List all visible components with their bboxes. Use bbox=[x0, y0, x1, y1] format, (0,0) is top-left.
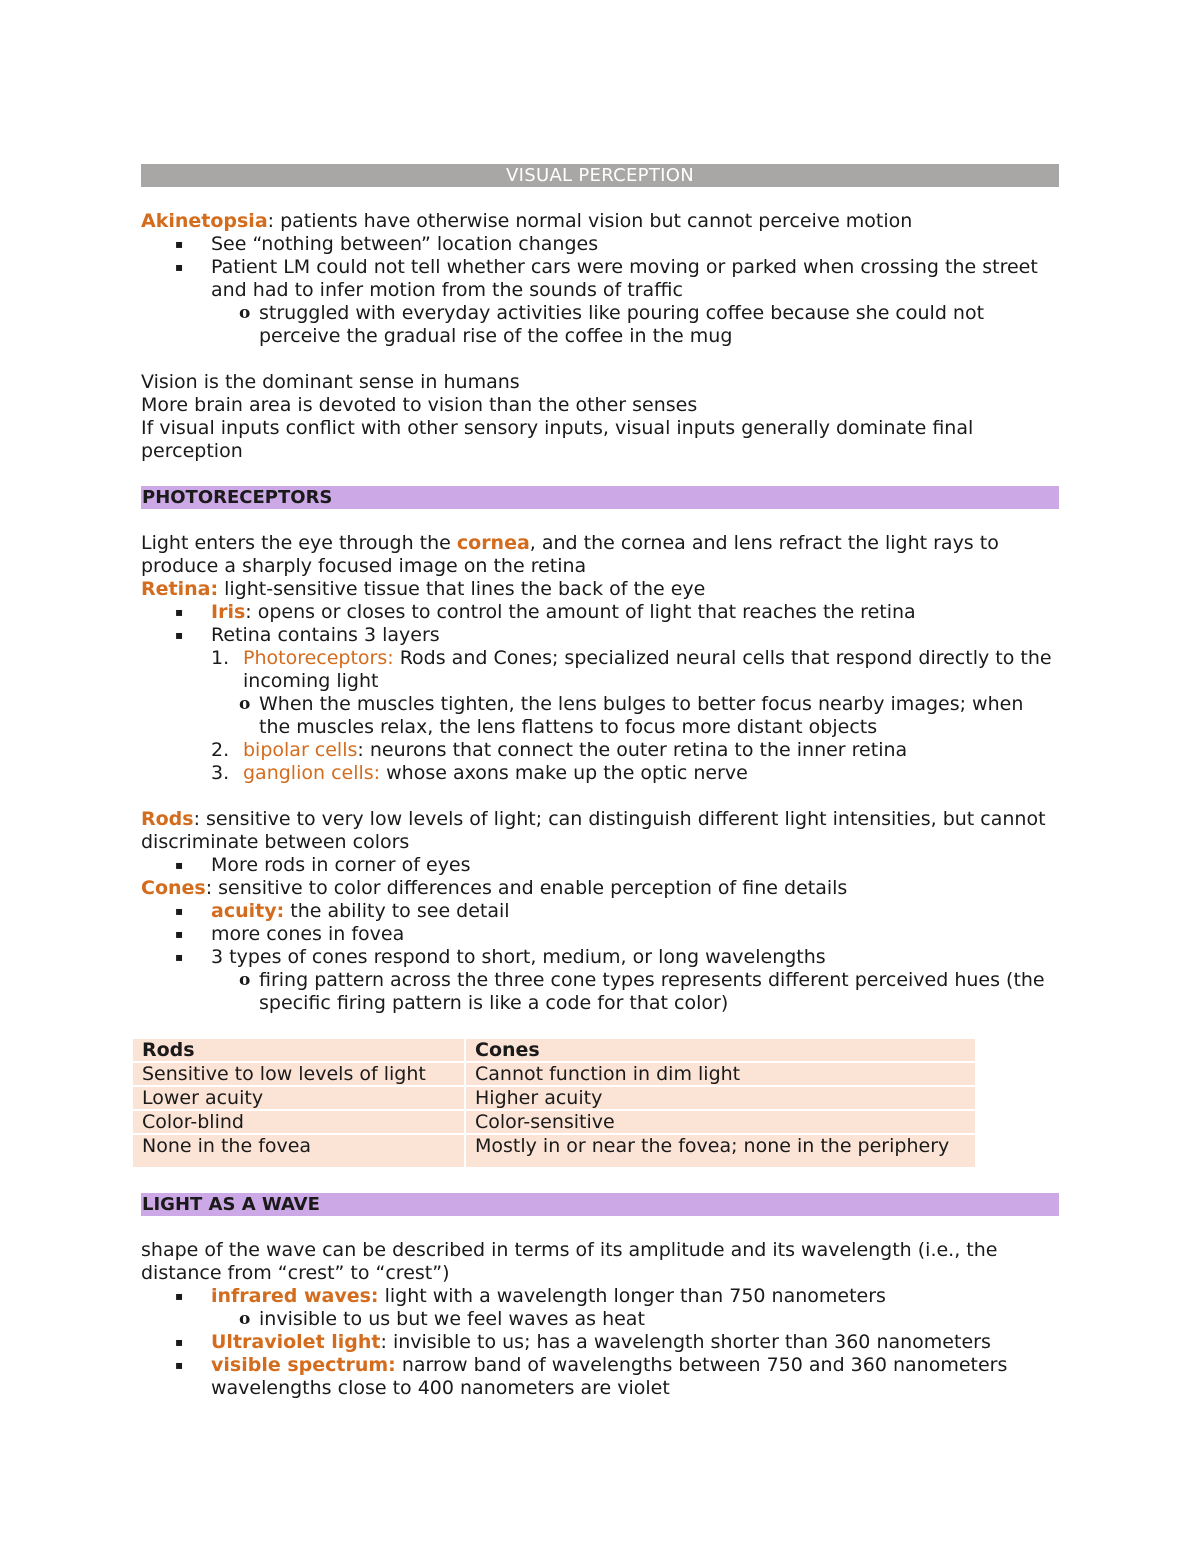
sub-list-item: o firing pattern across the three cone types represents different perceived hues (the specific firing pattern is like a code for that color) bbox=[141, 969, 1059, 1015]
retina-layers-list bbox=[141, 647, 1059, 785]
term-ganglion-cells: ganglion cells: bbox=[243, 762, 381, 784]
list-item: ▪ Iris: opens or closes to control the amount of light that reaches the retina bbox=[141, 601, 1059, 624]
akinetopsia-list bbox=[141, 233, 1059, 348]
numbered-item: 2. bipolar cells: neurons that connect the outer retina to the inner retina bbox=[211, 739, 908, 761]
vision-line-3: If visual inputs conflict with other sensory inputs, visual inputs generally dominate final perception bbox=[141, 417, 974, 462]
akinetopsia-definition: Akinetopsia: patients have otherwise normal vision but cannot perceive motion bbox=[141, 210, 913, 232]
sub-list-item: o When the muscles tighten, the lens bulges to better focus nearby images; when the muscles relax, the lens flattens to focus more distant objects bbox=[141, 693, 1059, 739]
list-item: ▪ Patient LM could not tell whether cars were moving or parked when crossing the street and had to infer motion from the sounds of traffic bbox=[141, 256, 1059, 302]
table-cell: Cannot function in dim light bbox=[466, 1063, 975, 1085]
term-iris: Iris bbox=[211, 601, 246, 623]
numbered-item: 3. ganglion cells: whose axons make up the optic nerve bbox=[211, 762, 748, 784]
table-row bbox=[133, 1087, 975, 1109]
term-visible-spectrum: visible spectrum: bbox=[211, 1354, 396, 1376]
list-item: ▪ more cones in fovea bbox=[141, 923, 1059, 946]
cones-definition: Cones: sensitive to color differences and enable perception of fine details bbox=[141, 877, 848, 899]
list-item: ▪ Retina contains 3 layers bbox=[141, 624, 1059, 647]
title-bar: VISUAL PERCEPTION bbox=[141, 164, 1059, 187]
list-item: ▪ infrared waves: light with a wavelength longer than 750 nanometers bbox=[141, 1285, 1059, 1308]
term-acuity: acuity: bbox=[211, 900, 285, 922]
term-cones: Cones bbox=[141, 877, 206, 899]
table-cell: Sensitive to low levels of light bbox=[133, 1063, 464, 1085]
table-cell: Higher acuity bbox=[466, 1087, 975, 1109]
retina-definition: Retina: light-sensitive tissue that lines the back of the eye bbox=[141, 578, 706, 600]
wave-intro: shape of the wave can be described in terms of its amplitude and its wavelength (i.e., the distance from “crest” to “crest”) bbox=[141, 1239, 998, 1284]
term-infrared-waves: infrared waves: bbox=[211, 1285, 379, 1307]
list-item: ▪ 3 types of cones respond to short, medium, or long wavelengths bbox=[141, 946, 1059, 969]
rods-list bbox=[141, 854, 1059, 877]
table-cell: None in the fovea bbox=[133, 1135, 464, 1167]
term-cornea: cornea bbox=[456, 532, 530, 554]
list-item: ▪ See “nothing between” location changes bbox=[141, 233, 1059, 256]
numbered-item: 1. Photoreceptors: Rods and Cones; specialized neural cells that respond directly to the incoming light bbox=[211, 647, 1052, 692]
term-akinetopsia: Akinetopsia bbox=[141, 210, 268, 232]
rods-definition: Rods: sensitive to very low levels of light; can distinguish different light intensities, but cannot discriminate between colors bbox=[141, 808, 1046, 853]
term-bipolar-cells: bipolar cells bbox=[243, 739, 358, 761]
vision-line-2: More brain area is devoted to vision than the other senses bbox=[141, 394, 698, 416]
term-retina: Retina: bbox=[141, 578, 219, 600]
term-photoreceptors: Photoreceptors: bbox=[243, 647, 394, 669]
rods-vs-cones-table bbox=[131, 1037, 977, 1169]
table-row bbox=[133, 1135, 975, 1167]
list-item: ▪ acuity: the ability to see detail bbox=[141, 900, 1059, 923]
table-cell: Color-blind bbox=[133, 1111, 464, 1133]
sub-list-item: o invisible to us but we feel waves as heat bbox=[141, 1308, 1059, 1331]
document-content bbox=[141, 164, 1059, 1400]
table-cell: Color-sensitive bbox=[466, 1111, 975, 1133]
section-heading-photoreceptors: PHOTORECEPTORS bbox=[141, 486, 1059, 509]
table-cell: Lower acuity bbox=[133, 1087, 464, 1109]
table-cell: Mostly in or near the fovea; none in the periphery bbox=[466, 1135, 975, 1167]
term-ultraviolet-light: Ultraviolet light bbox=[211, 1331, 381, 1353]
table-header-row bbox=[133, 1039, 975, 1061]
light-enters-paragraph: Light enters the eye through the cornea, and the cornea and lens refract the light rays to produce a sharply focused image on the retina bbox=[141, 532, 999, 577]
table-row bbox=[133, 1063, 975, 1085]
table-header-rods: Rods bbox=[133, 1039, 464, 1061]
table-header-cones: Cones bbox=[466, 1039, 975, 1061]
table-row bbox=[133, 1111, 975, 1133]
term-rods: Rods bbox=[141, 808, 194, 830]
sub-list-item: o struggled with everyday activities like pouring coffee because she could not perceive the gradual rise of the coffee in the mug bbox=[141, 302, 1059, 348]
list-item: ▪ Ultraviolet light: invisible to us; has a wavelength shorter than 360 nanometers bbox=[141, 1331, 1059, 1354]
retina-list bbox=[141, 601, 1059, 647]
vision-line-1: Vision is the dominant sense in humans bbox=[141, 371, 520, 393]
list-item: ▪ visible spectrum: narrow band of wavelengths between 750 and 360 nanometers wavelengths close to 400 nanometers are violet bbox=[141, 1354, 1059, 1400]
wave-list bbox=[141, 1285, 1059, 1400]
section-heading-light-as-a-wave: LIGHT AS A WAVE bbox=[141, 1193, 1059, 1216]
list-item: ▪ More rods in corner of eyes bbox=[141, 854, 1059, 877]
cones-list bbox=[141, 900, 1059, 1015]
